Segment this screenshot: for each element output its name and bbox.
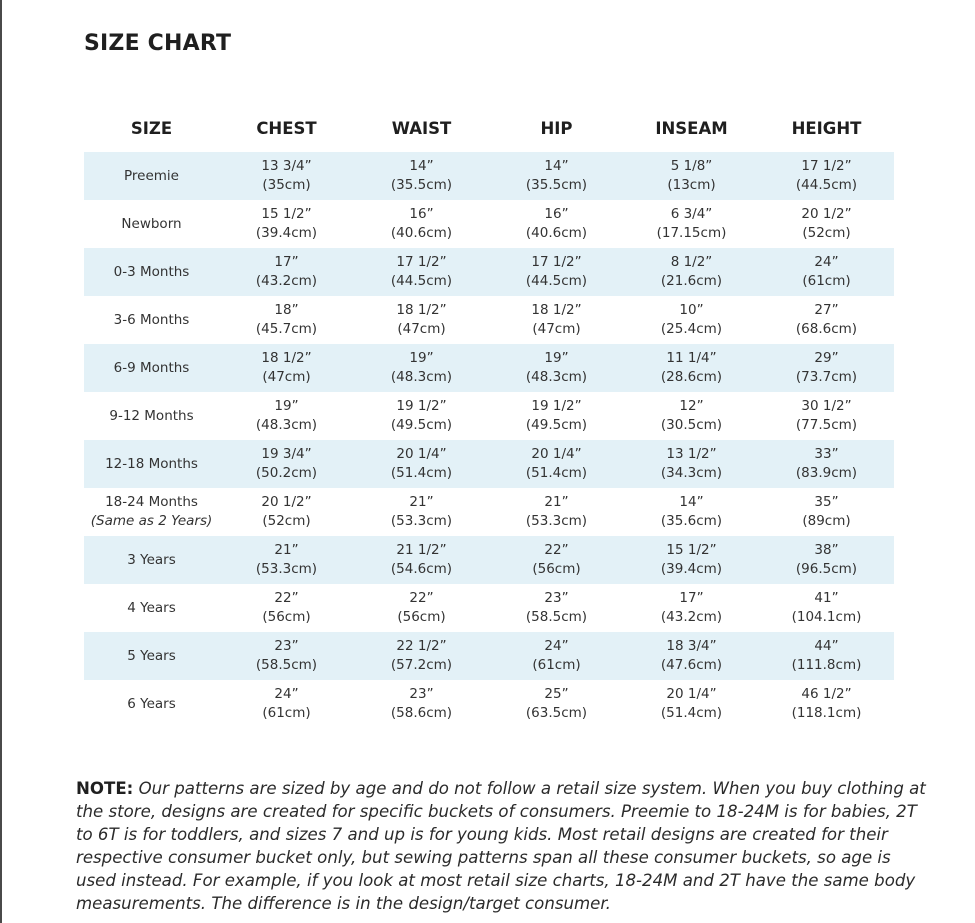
waist-cell [354,296,489,344]
height-cm: (111.8cm) [791,657,862,673]
size-cell [84,248,219,296]
height-cm: (83.9cm) [795,465,858,481]
chest-cell [219,152,354,200]
table-row [84,440,894,488]
height-inches: 17 1/2” [801,158,852,174]
waist-cell [354,440,489,488]
waist-cm: (44.5cm) [390,273,453,289]
height-cell [759,152,894,200]
chest-inches: 13 3/4” [261,158,312,174]
inseam-cm: (30.5cm) [660,417,723,433]
hip-inches: 19” [544,350,569,366]
size-label: 4 Years [127,599,176,616]
waist-cm: (57.2cm) [390,657,453,673]
chest-cell [219,200,354,248]
inseam-inches: 14” [679,494,704,510]
waist-cm: (40.6cm) [390,225,453,241]
inseam-cell [624,152,759,200]
inseam-cell [624,392,759,440]
table-row [84,152,894,200]
inseam-inches: 20 1/4” [666,686,717,702]
waist-inches: 17 1/2” [396,254,447,270]
table-row [84,392,894,440]
inseam-cell [624,344,759,392]
waist-inches: 20 1/4” [396,446,447,462]
waist-inches: 22 1/2” [396,638,447,654]
inseam-cell [624,296,759,344]
waist-cm: (35.5cm) [390,177,453,193]
waist-inches: 22” [409,590,434,606]
size-cell [84,440,219,488]
size-label: 18-24 Months [105,494,198,510]
hip-inches: 19 1/2” [531,398,582,414]
chest-cm: (47cm) [262,369,311,385]
table-header-row [84,104,894,152]
height-cell [759,392,894,440]
waist-cell [354,152,489,200]
waist-inches: 21 1/2” [396,542,447,558]
inseam-cm: (39.4cm) [660,561,723,577]
chest-inches: 19” [274,398,299,414]
height-cm: (77.5cm) [795,417,858,433]
header-chest: CHEST [256,118,317,138]
waist-cell [354,248,489,296]
hip-cell [489,584,624,632]
chest-inches: 18 1/2” [261,350,312,366]
size-cell [84,392,219,440]
height-cell [759,584,894,632]
chest-cell [219,488,354,536]
size-cell [84,584,219,632]
height-cell [759,488,894,536]
hip-cell [489,392,624,440]
inseam-cell [624,248,759,296]
table-row [84,584,894,632]
height-cm: (118.1cm) [791,705,862,721]
height-inches: 38” [814,542,839,558]
chest-cm: (43.2cm) [255,273,318,289]
chest-inches: 19 3/4” [261,446,312,462]
inseam-cm: (17.15cm) [656,225,727,241]
chest-inches: 23” [274,638,299,654]
inseam-inches: 8 1/2” [670,254,713,270]
waist-inches: 19” [409,350,434,366]
size-label: 12-18 Months [105,455,198,472]
chest-inches: 18” [274,302,299,318]
chest-cm: (48.3cm) [255,417,318,433]
hip-cell [489,296,624,344]
hip-cell [489,440,624,488]
waist-cell [354,680,489,728]
hip-cm: (47cm) [532,321,581,337]
hip-cell [489,488,624,536]
height-cm: (104.1cm) [791,609,862,625]
waist-inches: 19 1/2” [396,398,447,414]
height-inches: 46 1/2” [801,686,852,702]
waist-cm: (53.3cm) [390,513,453,529]
hip-inches: 25” [544,686,569,702]
table-row [84,200,894,248]
table-row [84,344,894,392]
waist-inches: 14” [409,158,434,174]
waist-cell [354,344,489,392]
height-cell [759,680,894,728]
waist-cell [354,200,489,248]
inseam-cell [624,584,759,632]
size-cell [84,488,219,536]
chest-cm: (52cm) [262,513,311,529]
hip-inches: 18 1/2” [531,302,582,318]
inseam-cell [624,488,759,536]
inseam-cell [624,200,759,248]
chest-cm: (35cm) [262,177,311,193]
hip-inches: 20 1/4” [531,446,582,462]
height-cell [759,200,894,248]
waist-cm: (48.3cm) [390,369,453,385]
inseam-cm: (21.6cm) [660,273,723,289]
table-row [84,632,894,680]
inseam-cm: (51.4cm) [660,705,723,721]
height-cell [759,296,894,344]
waist-cell [354,536,489,584]
hip-inches: 23” [544,590,569,606]
inseam-cell [624,440,759,488]
chest-cm: (50.2cm) [255,465,318,481]
table-row [84,488,894,536]
chest-cm: (61cm) [262,705,311,721]
height-inches: 20 1/2” [801,206,852,222]
size-cell [84,536,219,584]
height-inches: 44” [814,638,839,654]
chest-cm: (58.5cm) [255,657,318,673]
hip-cell [489,248,624,296]
waist-cm: (54.6cm) [390,561,453,577]
inseam-cm: (34.3cm) [660,465,723,481]
chest-cell [219,296,354,344]
note-text: Our patterns are sized by age and do not follow a retail size system. When you buy clothing at the store, designs are created for specific buckets of consumers. Preemie to 18-24M is for babies, 2T to 6T is for toddlers, and sizes 7 and up is for young kids. Most retail designs are created for their respective consumer bucket only, but sewing patterns span all these consumer buckets, so age is used instead. For example, if you look at most retail size charts, 18-24M and 2T have the same body measurements. The difference is in the design/target consumer. [76,779,926,913]
height-cm: (44.5cm) [795,177,858,193]
size-cell [84,152,219,200]
inseam-inches: 15 1/2” [666,542,717,558]
height-cm: (89cm) [802,513,851,529]
height-inches: 41” [814,590,839,606]
waist-cell [354,632,489,680]
inseam-cm: (25.4cm) [660,321,723,337]
size-label: 9-12 Months [109,407,194,424]
hip-inches: 24” [544,638,569,654]
height-inches: 30 1/2” [801,398,852,414]
inseam-inches: 13 1/2” [666,446,717,462]
size-label: 3-6 Months [113,311,190,328]
inseam-cell [624,632,759,680]
waist-cm: (56cm) [397,609,446,625]
size-label: Newborn [121,215,182,232]
inseam-inches: 6 3/4” [670,206,713,222]
waist-cell [354,488,489,536]
waist-cm: (51.4cm) [390,465,453,481]
chest-cell [219,584,354,632]
waist-cell [354,584,489,632]
hip-cell [489,632,624,680]
waist-cell [354,392,489,440]
waist-cm: (58.6cm) [390,705,453,721]
waist-inches: 21” [409,494,434,510]
chest-inches: 17” [274,254,299,270]
inseam-cell [624,536,759,584]
waist-cm: (49.5cm) [390,417,453,433]
height-cm: (96.5cm) [795,561,858,577]
size-cell [84,632,219,680]
table-row [84,248,894,296]
chest-cm: (53.3cm) [255,561,318,577]
chest-cell [219,680,354,728]
chest-inches: 21” [274,542,299,558]
inseam-inches: 10” [679,302,704,318]
waist-inches: 23” [409,686,434,702]
inseam-cell [624,680,759,728]
hip-cm: (48.3cm) [525,369,588,385]
chest-cell [219,632,354,680]
header-inseam: INSEAM [655,118,728,138]
height-cell [759,536,894,584]
inseam-inches: 5 1/8” [670,158,713,174]
chest-cell [219,344,354,392]
size-note: (Same as 2 Years) [90,513,213,529]
inseam-cm: (35.6cm) [660,513,723,529]
inseam-cm: (28.6cm) [660,369,723,385]
height-cm: (52cm) [802,225,851,241]
header-hip: HIP [540,118,573,138]
chest-inches: 15 1/2” [261,206,312,222]
hip-inches: 21” [544,494,569,510]
chest-cell [219,248,354,296]
chest-cell [219,440,354,488]
inseam-cm: (43.2cm) [660,609,723,625]
inseam-inches: 11 1/4” [666,350,717,366]
size-cell [84,680,219,728]
size-label: Preemie [124,167,179,184]
size-cell [84,296,219,344]
size-chart-table [84,104,894,728]
hip-cm: (44.5cm) [525,273,588,289]
hip-inches: 22” [544,542,569,558]
hip-inches: 14” [544,158,569,174]
chest-cell [219,392,354,440]
size-cell [84,344,219,392]
hip-inches: 16” [544,206,569,222]
hip-cm: (40.6cm) [525,225,588,241]
size-label: 6 Years [127,695,176,712]
hip-cm: (63.5cm) [525,705,588,721]
hip-cm: (35.5cm) [525,177,588,193]
hip-cell [489,536,624,584]
hip-cm: (58.5cm) [525,609,588,625]
inseam-inches: 17” [679,590,704,606]
size-label: 6-9 Months [113,359,190,376]
waist-inches: 18 1/2” [396,302,447,318]
chest-inches: 20 1/2” [261,494,312,510]
header-size: SIZE [130,118,173,138]
hip-inches: 17 1/2” [531,254,582,270]
hip-cell [489,680,624,728]
inseam-cm: (13cm) [667,177,716,193]
hip-cell [489,152,624,200]
height-cell [759,440,894,488]
header-waist: WAIST [391,118,452,138]
hip-cm: (49.5cm) [525,417,588,433]
hip-cm: (56cm) [532,561,581,577]
height-cell [759,248,894,296]
hip-cell [489,200,624,248]
size-label: 3 Years [127,551,176,568]
page-left-border [0,0,2,923]
waist-inches: 16” [409,206,434,222]
waist-cm: (47cm) [397,321,446,337]
inseam-cm: (47.6cm) [660,657,723,673]
chest-inches: 24” [274,686,299,702]
size-cell [84,200,219,248]
note-paragraph [76,777,926,915]
height-cm: (68.6cm) [795,321,858,337]
height-cm: (73.7cm) [795,369,858,385]
table-row [84,296,894,344]
height-inches: 29” [814,350,839,366]
chest-cell [219,536,354,584]
hip-cm: (53.3cm) [525,513,588,529]
size-label: 0-3 Months [113,263,190,280]
chest-cm: (39.4cm) [255,225,318,241]
height-cell [759,632,894,680]
table-row [84,680,894,728]
chest-cm: (56cm) [262,609,311,625]
chest-inches: 22” [274,590,299,606]
hip-cm: (51.4cm) [525,465,588,481]
inseam-inches: 12” [679,398,704,414]
height-inches: 35” [814,494,839,510]
chest-cm: (45.7cm) [255,321,318,337]
size-label: 5 Years [127,647,176,664]
page-title: SIZE CHART [84,31,232,56]
height-inches: 27” [814,302,839,318]
height-inches: 24” [814,254,839,270]
hip-cm: (61cm) [532,657,581,673]
height-inches: 33” [814,446,839,462]
hip-cell [489,344,624,392]
header-height: HEIGHT [791,118,862,138]
height-cm: (61cm) [802,273,851,289]
note-label: NOTE: [76,779,134,798]
table-body [84,152,894,728]
height-cell [759,344,894,392]
inseam-inches: 18 3/4” [666,638,717,654]
table-row [84,536,894,584]
